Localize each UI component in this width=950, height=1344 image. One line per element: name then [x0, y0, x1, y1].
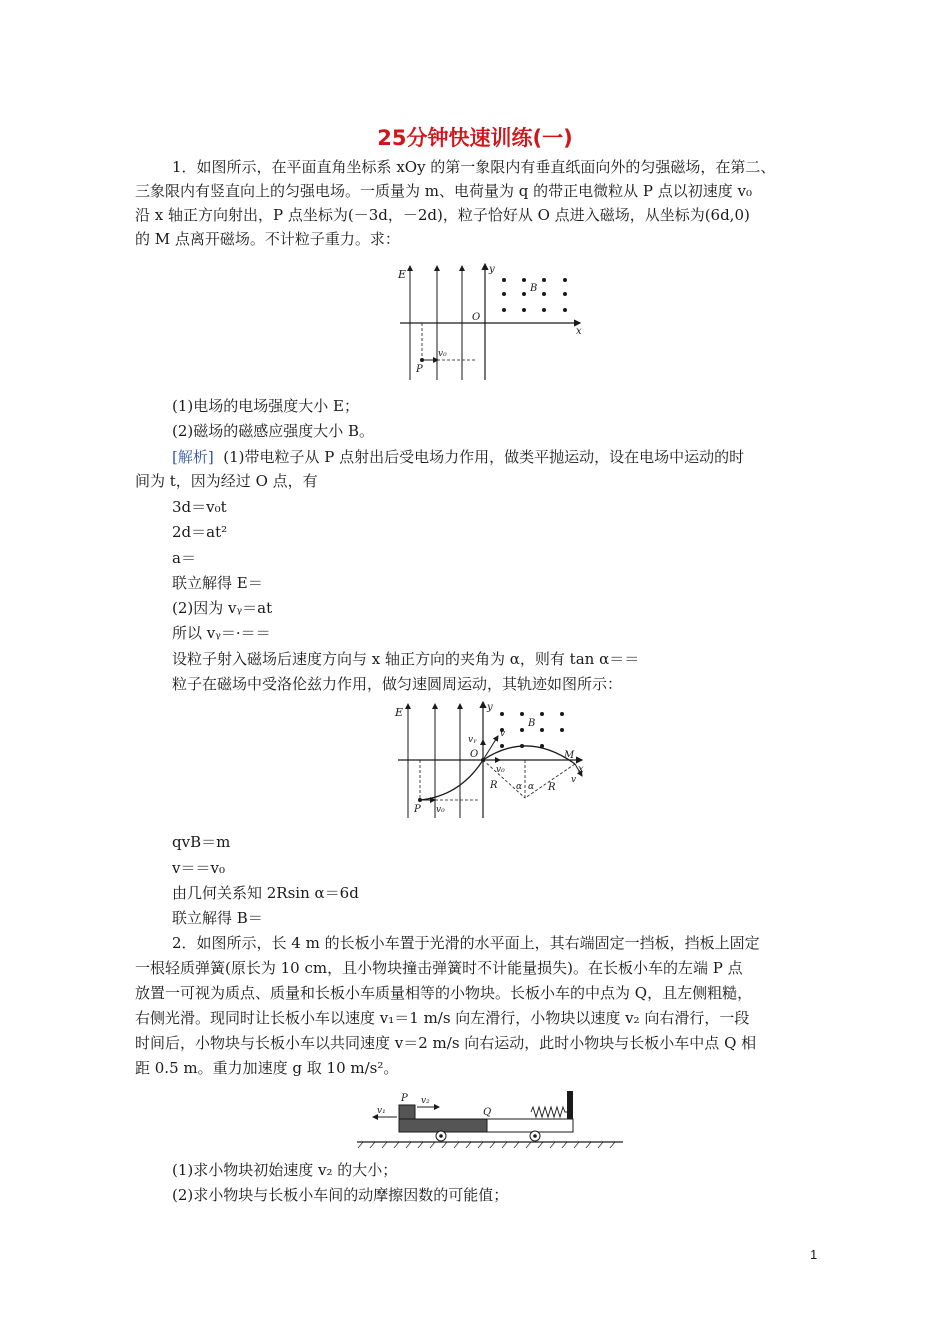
label-x: x	[576, 326, 582, 337]
eq-9: qvB＝m	[172, 833, 231, 851]
label-alpha-left: α	[516, 782, 523, 792]
figure-field-setup	[390, 258, 590, 388]
baffle	[567, 1091, 573, 1119]
label-e: E	[398, 268, 407, 281]
label-y: y	[487, 702, 493, 713]
solution-text-1: (1)带电粒子从 P 点射出后受电场力作用，做类平抛运动，设在电场中运动的时	[223, 448, 745, 466]
label-alpha-right: α	[528, 782, 535, 792]
eq-1: 3d＝v₀t	[172, 498, 227, 516]
v-arrow	[483, 736, 498, 760]
label-o: O	[470, 749, 479, 760]
eq-8: 粒子在磁场中受洛伦兹力作用，做匀速圆周运动，其轨迹如图所示：	[172, 675, 623, 693]
q2-sub-1: (1)求小物块初始速度 v₂ 的大小；	[172, 1161, 398, 1179]
label-v0-o: v₀	[496, 765, 505, 775]
label-v2: v₂	[421, 1096, 430, 1106]
q2-line-5: 时间后，小物块与长板小车以共同速度 v＝2 m/s 向右运动，此时小物块与长板小车中点 Q 相	[135, 1034, 757, 1052]
label-r-left: R	[490, 780, 498, 791]
eq-12: 联立解得 B＝	[172, 909, 263, 927]
label-o: O	[472, 312, 481, 323]
label-v1: v₁	[377, 1106, 386, 1116]
label-p: P	[416, 364, 423, 375]
q2-line-4: 右侧光滑。现同时让长板小车以速度 v₁＝1 m/s 向左滑行，小物块以速度 v₂ 向右滑行，一段	[135, 1009, 750, 1027]
eq-5: (2)因为 vᵧ＝at	[172, 599, 273, 617]
figure-trajectory	[390, 700, 590, 822]
label-b: B	[528, 718, 536, 729]
board-rough-half	[399, 1119, 487, 1132]
label-v: v	[500, 729, 506, 739]
label-v0-p: v₀	[436, 805, 445, 815]
label-r-right: R	[548, 782, 556, 793]
q2-line-2: 一根轻质弹簧(原长为 10 cm，且小物块撞击弹簧时不计能量损失)。在长板小车的左端 P 点	[135, 959, 743, 977]
label-vy: vᵧ	[468, 735, 477, 745]
eq-2: 2d＝at²	[172, 523, 228, 541]
label-p: P	[414, 804, 421, 815]
parabolic-path	[420, 760, 483, 800]
spring	[531, 1107, 571, 1117]
circular-path	[483, 746, 575, 764]
q2-sub-2: (2)求小物块与长板小车间的动摩擦因数的可能值；	[172, 1186, 509, 1204]
label-x: x	[578, 764, 584, 775]
page-title: 25分钟快速训练(一)	[377, 126, 573, 150]
figure-cart	[355, 1085, 625, 1150]
page-number: 1	[810, 1247, 818, 1262]
eq-11: 由几何关系知 2Rsin α＝6d	[172, 884, 359, 902]
q1-line-3: 沿 x 轴正方向射出，P 点坐标为(－3d，－2d)，粒子恰好从 O 点进入磁场，从坐标为(6d,0)	[135, 206, 750, 224]
solution-tag: [解析]	[172, 448, 214, 466]
label-v0: v₀	[438, 349, 447, 359]
label-v-m: v	[571, 775, 577, 785]
label-b: B	[530, 283, 538, 294]
eq-4: 联立解得 E＝	[172, 574, 263, 592]
q1-sub-1: (1)电场的电场强度大小 E；	[172, 397, 359, 415]
q2-line-6: 距 0.5 m。重力加速度 g 取 10 m/s²。	[135, 1059, 399, 1077]
q1-line-1: 1．如图所示，在平面直角坐标系 xOy 的第一象限内有垂直纸面向外的匀强磁场，在第二、	[172, 158, 776, 176]
label-y: y	[489, 264, 495, 275]
label-e: E	[395, 706, 404, 719]
eq-3: a＝	[172, 549, 196, 567]
point-o	[481, 758, 485, 762]
board-smooth-half	[487, 1119, 573, 1132]
small-block	[399, 1105, 415, 1119]
label-m: M	[564, 750, 575, 761]
q2-line-1: 2．如图所示，长 4 m 的长板小车置于光滑的水平面上，其右端固定一挡板，挡板上固定	[172, 934, 760, 952]
label-p: P	[401, 1093, 408, 1104]
point-p	[420, 358, 424, 362]
eq-10: v＝＝v₀	[172, 859, 225, 877]
label-q: Q	[483, 1107, 492, 1118]
q1-line-2: 三象限内有竖直向上的匀强电场。一质量为 m、电荷量为 q 的带正电微粒从 P 点以初速度 v₀	[135, 182, 753, 200]
q1-sub-2: (2)磁场的磁感应强度大小 B。	[172, 422, 375, 440]
eq-6: 所以 vᵧ＝·＝＝	[172, 624, 271, 642]
eq-7: 设粒子射入磁场后速度方向与 x 轴正方向的夹角为 α，则有 tan α＝＝	[172, 650, 640, 668]
solution-first-line	[172, 445, 825, 469]
solution-line-2: 间为 t，因为经过 O 点，有	[135, 472, 318, 490]
q1-line-4: 的 M 点离开磁场。不计粒子重力。求：	[135, 230, 400, 248]
q2-line-3: 放置一可视为质点、质量和长板小车质量相等的小物块。长板小车的中点为 Q，且左侧粗糙，	[135, 984, 753, 1002]
